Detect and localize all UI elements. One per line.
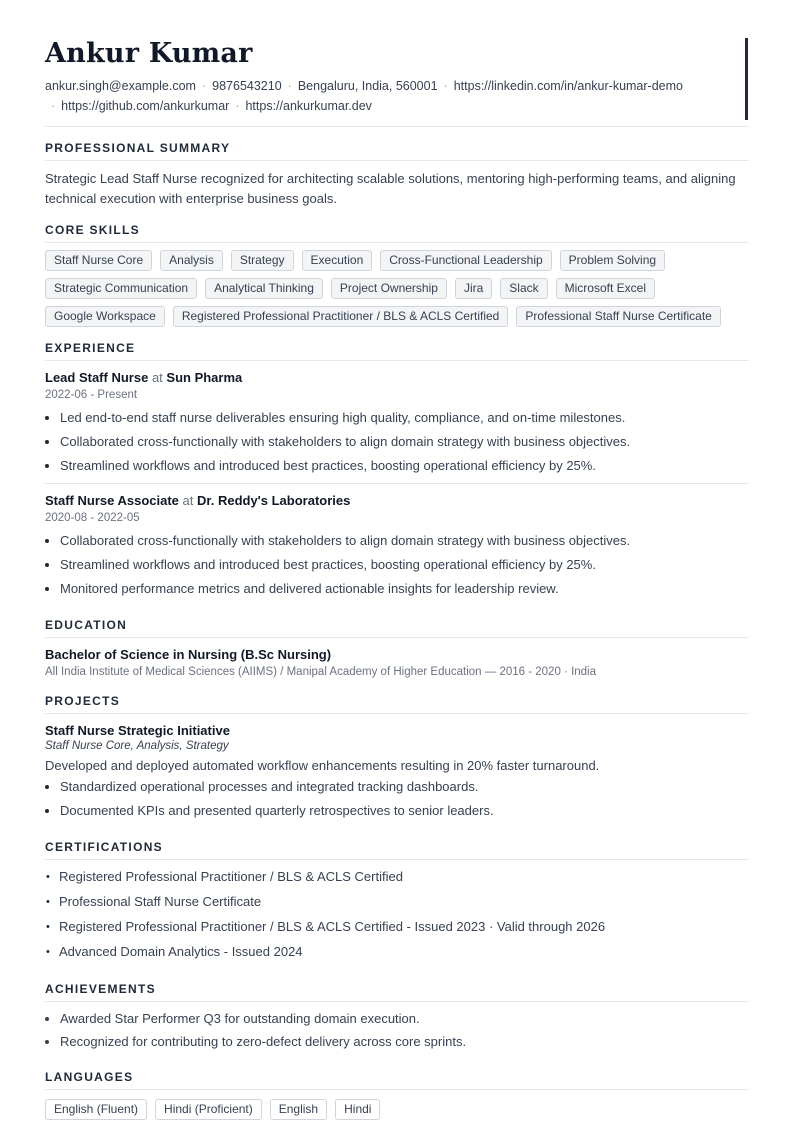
- skill-chip: Professional Staff Nurse Certificate: [516, 306, 721, 327]
- language-chip: English: [270, 1099, 327, 1120]
- header-accent-bar: [745, 38, 748, 120]
- languages-section: [45, 1056, 749, 1120]
- skill-chip: Problem Solving: [560, 250, 665, 271]
- achievement-list: [45, 1010, 749, 1051]
- job-bullet: • Collaborated cross-functionally with stakeholders to align domain strategy with business objectives.: [60, 532, 749, 550]
- job-bullet-list: [45, 532, 749, 598]
- education-section: [45, 604, 749, 680]
- projects-section: [45, 680, 749, 820]
- section-title: ACHIEVEMENTS: [45, 968, 749, 1002]
- certification-item: • Advanced Domain Analytics - Issued 2024: [59, 943, 749, 961]
- skill-chip: Cross-Functional Leadership: [380, 250, 551, 271]
- achievement-item: • Awarded Star Performer Q3 for outstanding domain execution.: [60, 1010, 749, 1028]
- project-bullet: • Standardized operational processes and integrated tracking dashboards.: [60, 778, 749, 796]
- project-bullet-list: [45, 778, 749, 820]
- certification-list: [45, 868, 749, 961]
- certification-item: • Registered Professional Practitioner / BLS & ACLS Certified: [59, 868, 749, 886]
- candidate-name: Ankur Kumar: [45, 38, 253, 69]
- contact-location: Bengaluru, India, 560001: [297, 79, 438, 93]
- education-degree: Bachelor of Science in Nursing (B.Sc Nursing): [45, 647, 332, 662]
- job-bullet: • Monitored performance metrics and delivered actionable insights for leadership review.: [60, 580, 749, 598]
- skill-chip: Execution: [302, 250, 373, 271]
- section-title: EDUCATION: [45, 604, 749, 638]
- project-bullet: • Documented KPIs and presented quarterly retrospectives to senior leaders.: [60, 802, 749, 820]
- skill-chip: Project Ownership: [331, 278, 447, 299]
- summary-text: Strategic Lead Staff Nurse recognized for architecting scalable solutions, mentoring high-performing teams, and aligning technical execution with enterprise business goals.: [45, 171, 736, 206]
- contact-separator: ·: [287, 79, 292, 93]
- skill-chip: Registered Professional Practitioner / BLS & ACLS Certified: [173, 306, 508, 327]
- skill-chip: Microsoft Excel: [556, 278, 655, 299]
- project-tech-stack: Staff Nurse Core, Analysis, Strategy: [45, 740, 229, 752]
- summary-section: [45, 127, 749, 209]
- skill-chip: Staff Nurse Core: [45, 250, 152, 271]
- job-dates: 2022-06 - Present: [45, 389, 138, 401]
- skills-section: [45, 209, 749, 327]
- job-company: Dr. Reddy's Laboratories: [197, 493, 351, 508]
- certification-item: • Registered Professional Practitioner / BLS & ACLS Certified - Issued 2023 · Valid through 2026: [59, 918, 749, 936]
- job-company: Sun Pharma: [166, 370, 243, 385]
- education-details: All India Institute of Medical Sciences (AIIMS) / Manipal Academy of Higher Education — 2016 - 2020 · India: [45, 666, 597, 678]
- skills-chip-list: [45, 250, 749, 327]
- job-role: Lead Staff Nurse: [45, 370, 149, 385]
- language-chip: English (Fluent): [45, 1099, 147, 1120]
- job-title-line: [45, 369, 749, 387]
- contact-separator: ·: [201, 79, 207, 93]
- contact-separator: ·: [51, 99, 56, 113]
- job-bullet: • Streamlined workflows and introduced best practices, boosting operational efficiency by 25%.: [60, 556, 749, 574]
- job-bullet: • Led end-to-end staff nurse deliverables ensuring high quality, compliance, and on-time milestones.: [60, 409, 749, 427]
- contact-linkedin-link[interactable]: https://linkedin.com/in/ankur-kumar-demo: [453, 79, 683, 93]
- skill-chip: Analytical Thinking: [205, 278, 323, 299]
- experience-section: [45, 327, 749, 598]
- section-title: LANGUAGES: [45, 1056, 749, 1090]
- job-dates: 2020-08 - 2022-05: [45, 512, 140, 524]
- skill-chip: Slack: [500, 278, 547, 299]
- achievements-section: [45, 968, 749, 1051]
- skill-chip: Google Workspace: [45, 306, 165, 327]
- contact-github-link[interactable]: https://github.com/ankurkumar: [61, 99, 230, 113]
- job-entry: [45, 483, 749, 598]
- skill-chip: Analysis: [160, 250, 223, 271]
- language-chip: Hindi: [335, 1099, 380, 1120]
- job-role: Staff Nurse Associate: [45, 493, 179, 508]
- job-title-line: [45, 492, 749, 510]
- project-description: Developed and deployed automated workflow enhancements resulting in 20% faster turnaround.: [45, 758, 600, 773]
- contact-separator: ·: [443, 79, 448, 93]
- contact-line: [45, 76, 725, 116]
- language-chip: Hindi (Proficient): [155, 1099, 262, 1120]
- section-title: PROJECTS: [45, 680, 749, 714]
- skill-chip: Jira: [455, 278, 492, 299]
- section-title: EXPERIENCE: [45, 327, 749, 361]
- job-bullet: • Streamlined workflows and introduced best practices, boosting operational efficiency by 25%.: [60, 457, 749, 475]
- skill-chip: Strategic Communication: [45, 278, 197, 299]
- at-word: at: [151, 370, 163, 385]
- contact-phone: 9876543210: [212, 79, 282, 93]
- section-title: PROFESSIONAL SUMMARY: [45, 127, 749, 161]
- certification-item: • Professional Staff Nurse Certificate: [59, 893, 749, 911]
- achievement-item: • Recognized for contributing to zero-defect delivery across core sprints.: [60, 1033, 749, 1051]
- certifications-section: [45, 826, 749, 961]
- contact-email: ankur.singh@example.com: [45, 79, 196, 93]
- section-title: CORE SKILLS: [45, 209, 749, 243]
- job-bullet: • Collaborated cross-functionally with stakeholders to align domain strategy with business objectives.: [60, 433, 749, 451]
- contact-separator: ·: [235, 99, 240, 113]
- skill-chip: Strategy: [231, 250, 294, 271]
- project-name: Staff Nurse Strategic Initiative: [45, 723, 230, 738]
- job-bullet-list: [45, 409, 749, 475]
- section-title: CERTIFICATIONS: [45, 826, 749, 860]
- contact-website-link[interactable]: https://ankurkumar.dev: [245, 99, 372, 113]
- at-word: at: [182, 493, 194, 508]
- job-entry: [45, 361, 749, 475]
- language-chip-list: [45, 1099, 749, 1120]
